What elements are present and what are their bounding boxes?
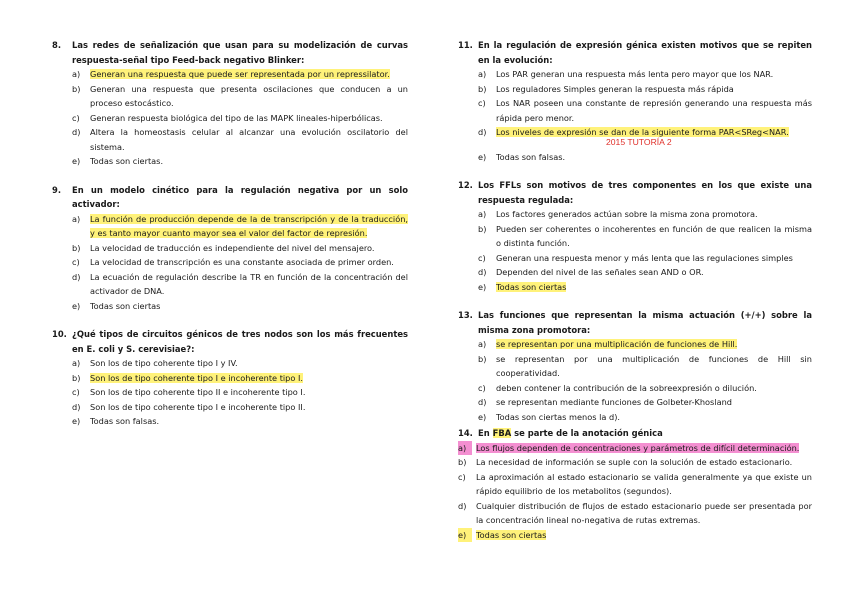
option-c: c) deben contener la contribución de la sobreexpresión o dilución. xyxy=(458,381,812,396)
option-e: e) Todas son ciertas xyxy=(478,281,567,292)
option-e: e) Todas son ciertas xyxy=(52,299,408,314)
question-number: 12. xyxy=(458,180,473,190)
question-text: En la regulación de expresión génica existen motivos que se repiten en la evolución: xyxy=(478,40,812,65)
option-c: c) Los NAR poseen una constante de represión generando una respuesta más rápida pero menor. xyxy=(458,96,812,125)
option-a: a) Los factores generados actúan sobre la misma zona promotora. xyxy=(458,207,812,222)
option-e: e) Todas son ciertas menos la d). xyxy=(458,410,812,425)
question-text: En FBA se parte de la anotación génica xyxy=(478,428,663,438)
option-text: Todas son ciertas xyxy=(496,281,567,292)
option-c: c) Generan respuesta biológica del tipo de las MAPK lineales-hiperbólicas. xyxy=(52,111,408,126)
question-11 xyxy=(458,38,812,164)
question-number: 11. xyxy=(458,40,473,50)
option-text: se representan por una multiplicación de funciones de Hill. xyxy=(496,339,738,349)
question-text: Las redes de señalización que usan para su modelización de curvas respuesta-señal tipo Feed-back negativo Blinker: xyxy=(72,40,408,65)
question-8 xyxy=(52,38,408,169)
question-text: Las funciones que representan la misma actuación (+/+) sobre la misma zona promotora: xyxy=(478,310,812,335)
option-text: La aproximación al estado estacionario se valida generalmente ya que existe un rápido equilibrio de los metabolitos (segundos). xyxy=(476,471,812,496)
option-text: Todas son ciertas xyxy=(90,300,161,311)
question-9 xyxy=(52,183,408,314)
options-list xyxy=(458,337,812,424)
option-text: La ecuación de regulación describe la TR en función de la concentración del activador de DNA. xyxy=(90,271,408,296)
option-text: Dependen del nivel de las señales sean AND o OR. xyxy=(496,267,704,277)
option-c: c) Son los de tipo coherente tipo II e incoherente tipo I. xyxy=(52,385,408,400)
option-e: e) Todas son falsas. xyxy=(52,414,408,429)
option-text: Generan una respuesta menor y más lenta que las regulaciones simples xyxy=(496,252,793,263)
options-list xyxy=(458,441,812,543)
option-text: Generan una respuesta que puede ser representada por un repressilator. xyxy=(90,69,390,79)
option-text: Son los de tipo coherente tipo II e incoherente tipo I. xyxy=(90,387,306,397)
option-text: se representan por una multiplicación de funciones de Hill sin cooperatividad. xyxy=(496,353,812,378)
option-b: b) Generan una respuesta que presenta oscilaciones que conducen a un proceso estocástico. xyxy=(52,82,408,111)
option-e: e) Todas son ciertas xyxy=(458,528,812,543)
option-c: c) La aproximación al estado estacionario se valida generalmente ya que existe un rápido equilibrio de los metabolitos (segundos). xyxy=(458,470,812,499)
tutoria-note: 2015 TUTORÍA 2 xyxy=(606,136,672,147)
option-text: Todas son ciertas. xyxy=(90,156,164,166)
option-text: Son los de tipo coherente tipo I e incoherente tipo I. xyxy=(90,372,304,383)
option-text: Generan una respuesta que presenta oscilaciones que conducen a un proceso estocástico. xyxy=(90,83,408,108)
question-number: 13. xyxy=(458,310,473,320)
options-list xyxy=(458,207,812,294)
question-text: ¿Qué tipos de circuitos génicos de tres nodos son los más frecuentes en E. coli y S. cerevisiae?: xyxy=(72,329,408,354)
question-13 xyxy=(458,308,812,424)
option-b: b) La necesidad de información se suple con la solución de estado estacionario. xyxy=(458,455,812,470)
option-text: Los PAR generan una respuesta más lenta pero mayor que los NAR. xyxy=(496,69,774,79)
option-text: Todas son ciertas menos la d). xyxy=(496,411,621,422)
option-a: a) Los flujos dependen de concentraciones y parámetros de difícil determinación. xyxy=(458,441,812,456)
option-text: La función de producción depende de la de transcripción y de la traducción, y es tanto mayor cuanto mayor sea el valor del factor de represión. xyxy=(90,213,408,238)
option-text: Pueden ser coherentes o incoherentes en función de que realicen la misma o distinta función. xyxy=(496,223,812,248)
option-text: Son los de tipo coherente tipo I y IV. xyxy=(90,358,238,368)
option-b: b) Pueden ser coherentes o incoherentes en función de que realicen la misma o distinta función. xyxy=(458,222,812,251)
option-text: Los factores generados actúan sobre la misma zona promotora. xyxy=(496,209,758,219)
option-text: La velocidad de transcripción es una constante asociada de primer orden. xyxy=(90,257,394,267)
question-number: 14. xyxy=(458,428,473,438)
right-column xyxy=(458,38,812,556)
option-c: c) Generan una respuesta menor y más lenta que las regulaciones simples xyxy=(458,251,812,266)
option-d: d) Cualquier distribución de flujos de estado estacionario puede ser presentada por la concentración lineal no-negativa de rutas extremas. xyxy=(458,499,812,528)
option-b: b) Los reguladores Simples generan la respuesta más rápida xyxy=(458,82,812,97)
option-d: d) Los niveles de expresión se dan de la siguiente forma PAR<SReg<NAR. xyxy=(478,127,789,137)
option-b: b) Son los de tipo coherente tipo I e incoherente tipo I. xyxy=(72,372,304,383)
left-column xyxy=(52,38,408,443)
option-a: a) Generan una respuesta que puede ser representada por un repressilator. xyxy=(72,69,390,79)
question-14 xyxy=(458,426,812,542)
option-b: b) se representan por una multiplicación de funciones de Hill sin cooperatividad. xyxy=(458,352,812,381)
option-text: Los reguladores Simples generan la respuesta más rápida xyxy=(496,83,734,94)
options-list xyxy=(458,67,812,164)
question-12 xyxy=(458,178,812,294)
option-a: a) Los PAR generan una respuesta más lenta pero mayor que los NAR. xyxy=(458,67,812,82)
question-number: 8. xyxy=(52,40,62,50)
option-d: d) La ecuación de regulación describe la TR en función de la concentración del activador de DNA. xyxy=(52,270,408,299)
option-c: c) La velocidad de transcripción es una constante asociada de primer orden. xyxy=(52,255,408,270)
option-text: La necesidad de información se suple con la solución de estado estacionario. xyxy=(476,457,793,467)
option-e: e) Todas son falsas. xyxy=(458,150,812,165)
question-10 xyxy=(52,327,408,429)
option-text: Cualquier distribución de flujos de estado estacionario puede ser presentada por la concentración lineal no-negativa de rutas extremas. xyxy=(476,500,812,525)
question-number: 10. xyxy=(52,329,67,339)
option-text: Generan respuesta biológica del tipo de las MAPK lineales-hiperbólicas. xyxy=(90,112,383,123)
option-a: a) se representan por una multiplicación de funciones de Hill. xyxy=(478,339,738,349)
option-text: Altera la homeostasis celular al alcanzar una evolución oscilatorio del sistema. xyxy=(90,127,408,152)
option-text: Los flujos dependen de concentraciones y parámetros de difícil determinación. xyxy=(476,442,800,453)
option-text: Son los de tipo coherente tipo I e incoherente tipo II. xyxy=(90,401,306,412)
question-number: 9. xyxy=(52,184,62,195)
option-text: Los NAR poseen una constante de represión generando una respuesta más rápida pero menor. xyxy=(496,98,812,123)
option-text: Los niveles de expresión se dan de la siguiente forma PAR<SReg<NAR. xyxy=(496,127,789,137)
option-a: a) Son los de tipo coherente tipo I y IV. xyxy=(52,356,408,371)
options-list xyxy=(52,356,408,429)
options-list xyxy=(52,212,408,314)
option-text: deben contener la contribución de la sobreexpresión o dilución. xyxy=(496,382,757,393)
option-text: Todas son falsas. xyxy=(496,151,566,162)
option-text: Todas son falsas. xyxy=(90,416,160,426)
option-text: La velocidad de traducción es independiente del nivel del mensajero. xyxy=(90,242,375,253)
option-d: d) Son los de tipo coherente tipo I e incoherente tipo II. xyxy=(52,400,408,415)
option-b: b) La velocidad de traducción es independiente del nivel del mensajero. xyxy=(52,241,408,256)
option-d: d) Altera la homeostasis celular al alcanzar una evolución oscilatorio del sistema. xyxy=(52,125,408,154)
option-e: e) Todas son ciertas. xyxy=(52,154,408,169)
question-text: En un modelo cinético para la regulación negativa por un solo activador: xyxy=(72,184,408,209)
option-d: d) Dependen del nivel de las señales sean AND o OR. xyxy=(458,265,812,280)
option-d: d) se representan mediante funciones de Golbeter-Khosland xyxy=(458,395,812,410)
question-text: Los FFLs son motivos de tres componentes en los que existe una respuesta regulada: xyxy=(478,180,812,205)
option-text: se representan mediante funciones de Golbeter-Khosland xyxy=(496,397,732,407)
option-text: Todas son ciertas xyxy=(476,529,547,540)
fba-highlight: FBA xyxy=(492,428,512,438)
option-a: a) La función de producción depende de la de transcripción y de la traducción, y es tanto mayor cuanto mayor sea el valor del factor de represión. xyxy=(72,213,408,238)
options-list xyxy=(52,67,408,169)
